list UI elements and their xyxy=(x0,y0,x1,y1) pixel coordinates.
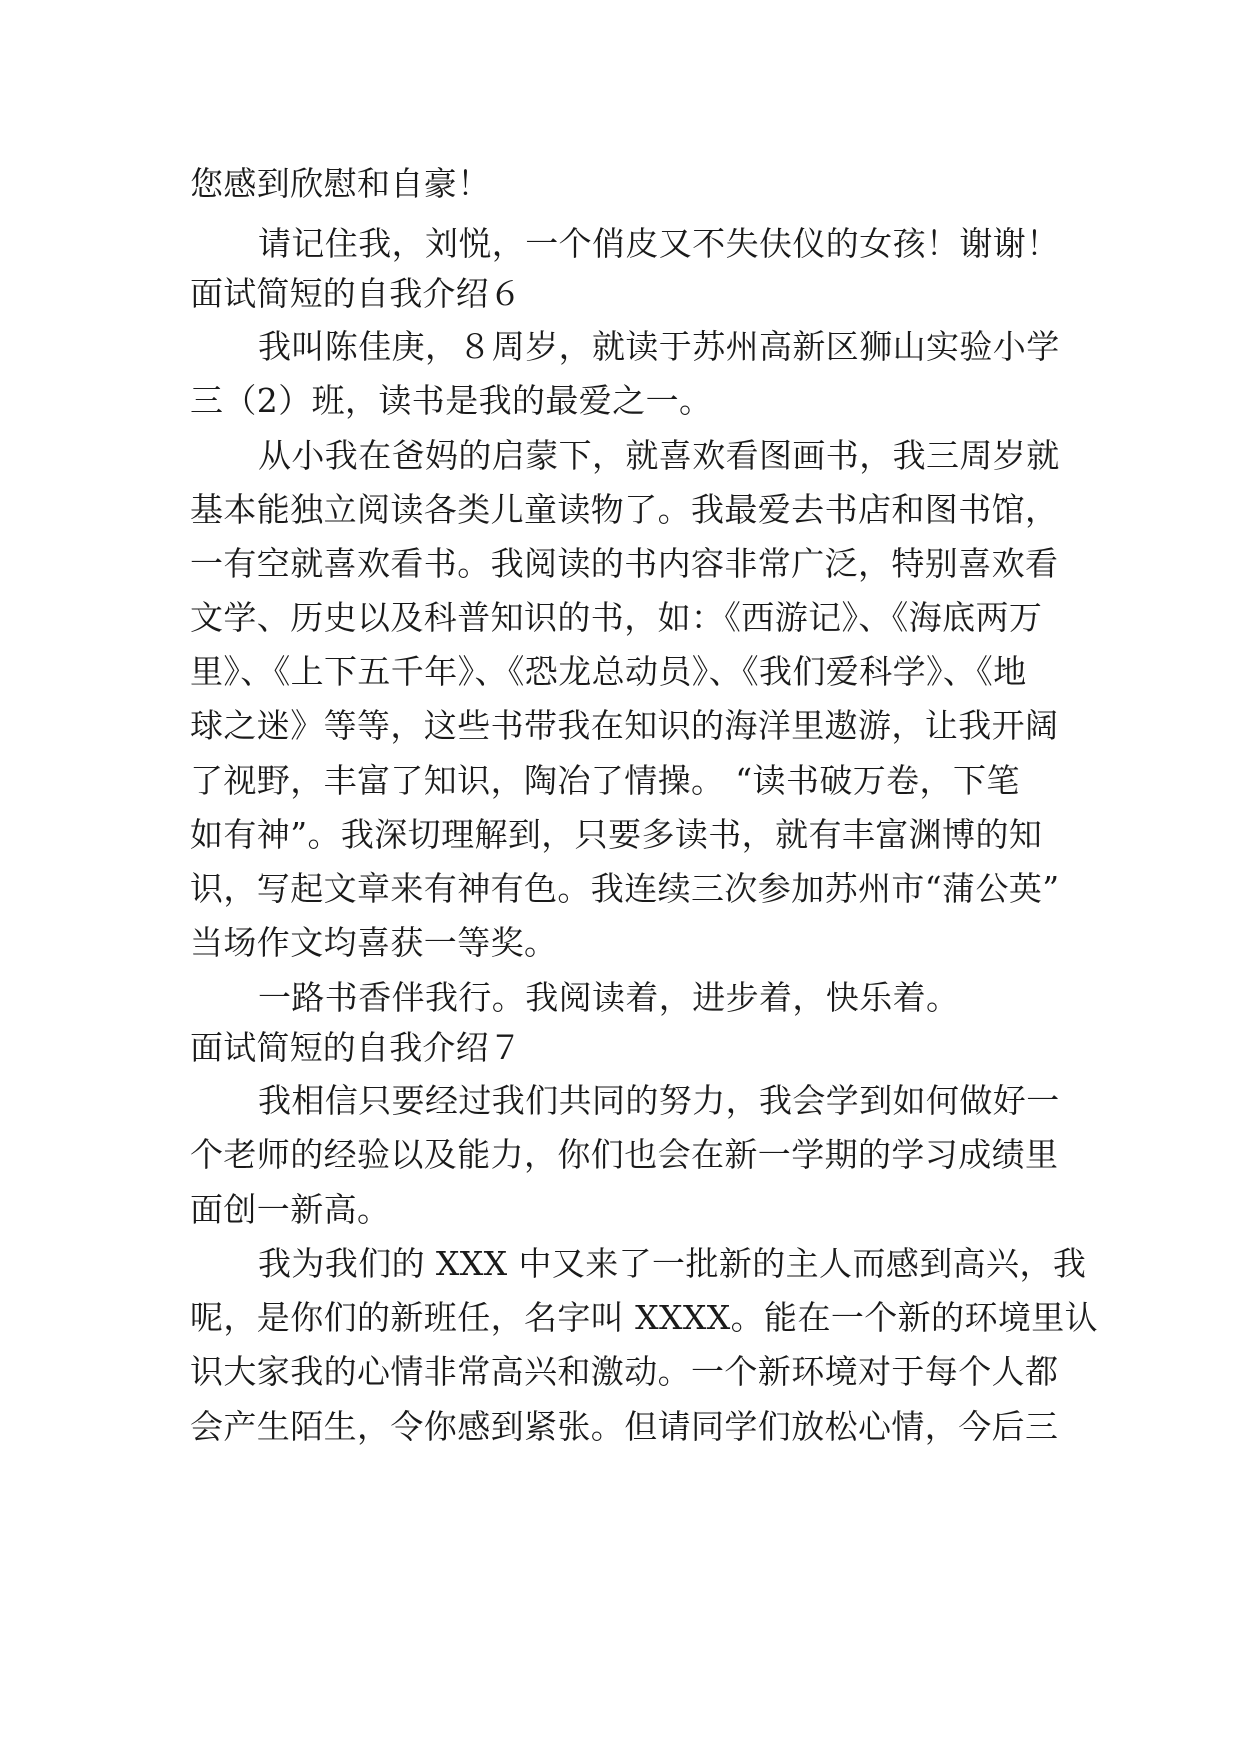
paragraph-line: 文学、历史以及科普知识的书，如：《西游记》、《海底两万 xyxy=(190,598,1043,637)
paragraph-line: 三（2）班，读书是我的最爱之一。 xyxy=(190,381,713,420)
section-heading: 面试简短的自我介绍６ xyxy=(190,274,522,313)
paragraph-line: 您感到欣慰和自豪！ xyxy=(190,164,491,203)
paragraph-line: 请记住我，刘悦，一个俏皮又不失伕仪的女孩！谢谢！ xyxy=(258,224,1060,263)
paragraph-line: 会产生陌生，令你感到紧张。但请同学们放松心情，今后三 xyxy=(190,1407,1059,1446)
paragraph-line: 个老师的经验以及能力，你们也会在新一学期的学习成绩里 xyxy=(190,1135,1059,1174)
paragraph-line: 当场作文均喜获一等奖。 xyxy=(190,923,558,962)
paragraph-line: 了视野，丰富了知识，陶冶了情操。 “读书破万卷，下笔 xyxy=(190,761,1020,800)
paragraph-line: 识大家我的心情非常高兴和激动。一个新环境对于每个人都 xyxy=(190,1352,1059,1391)
paragraph-line: 一有空就喜欢看书。我阅读的书内容非常广泛，特别喜欢看 xyxy=(190,544,1059,583)
paragraph-line: 面创一新高。 xyxy=(190,1190,391,1229)
paragraph-line: 球之迷》等等，这些书带我在知识的海洋里遨游，让我开阔 xyxy=(190,706,1059,745)
paragraph-line: 一路书香伴我行。我阅读着，进步着，快乐着。 xyxy=(258,978,960,1017)
paragraph-line: 识，写起文章来有神有色。我连续三次参加苏州市“蒲公英” xyxy=(190,869,1060,908)
paragraph-line: 如有神”。我深切理解到，只要多读书，就有丰富渊博的知 xyxy=(190,815,1043,854)
paragraph-line: 呢，是你们的新班任，名字叫 XXXX。能在一个新的环境里认 xyxy=(190,1298,1099,1337)
paragraph-line: 我相信只要经过我们共同的努力，我会学到如何做好一 xyxy=(258,1081,1060,1120)
paragraph-line: 基本能独立阅读各类儿童读物了。我最爱去书店和图书馆， xyxy=(190,490,1059,529)
paragraph-line: 从小我在爸妈的启蒙下，就喜欢看图画书，我三周岁就 xyxy=(258,436,1060,475)
paragraph-line: 我叫陈佳庚，８周岁，就读于苏州高新区狮山实验小学 xyxy=(258,327,1060,366)
paragraph-line: 我为我们的 XXX 中又来了一批新的主人而感到高兴，我 xyxy=(258,1244,1087,1283)
paragraph-line: 里》、《上下五千年》、《恐龙总动员》、《我们爱科学》、《地 xyxy=(190,652,1027,691)
section-heading: 面试简短的自我介绍７ xyxy=(190,1028,522,1067)
